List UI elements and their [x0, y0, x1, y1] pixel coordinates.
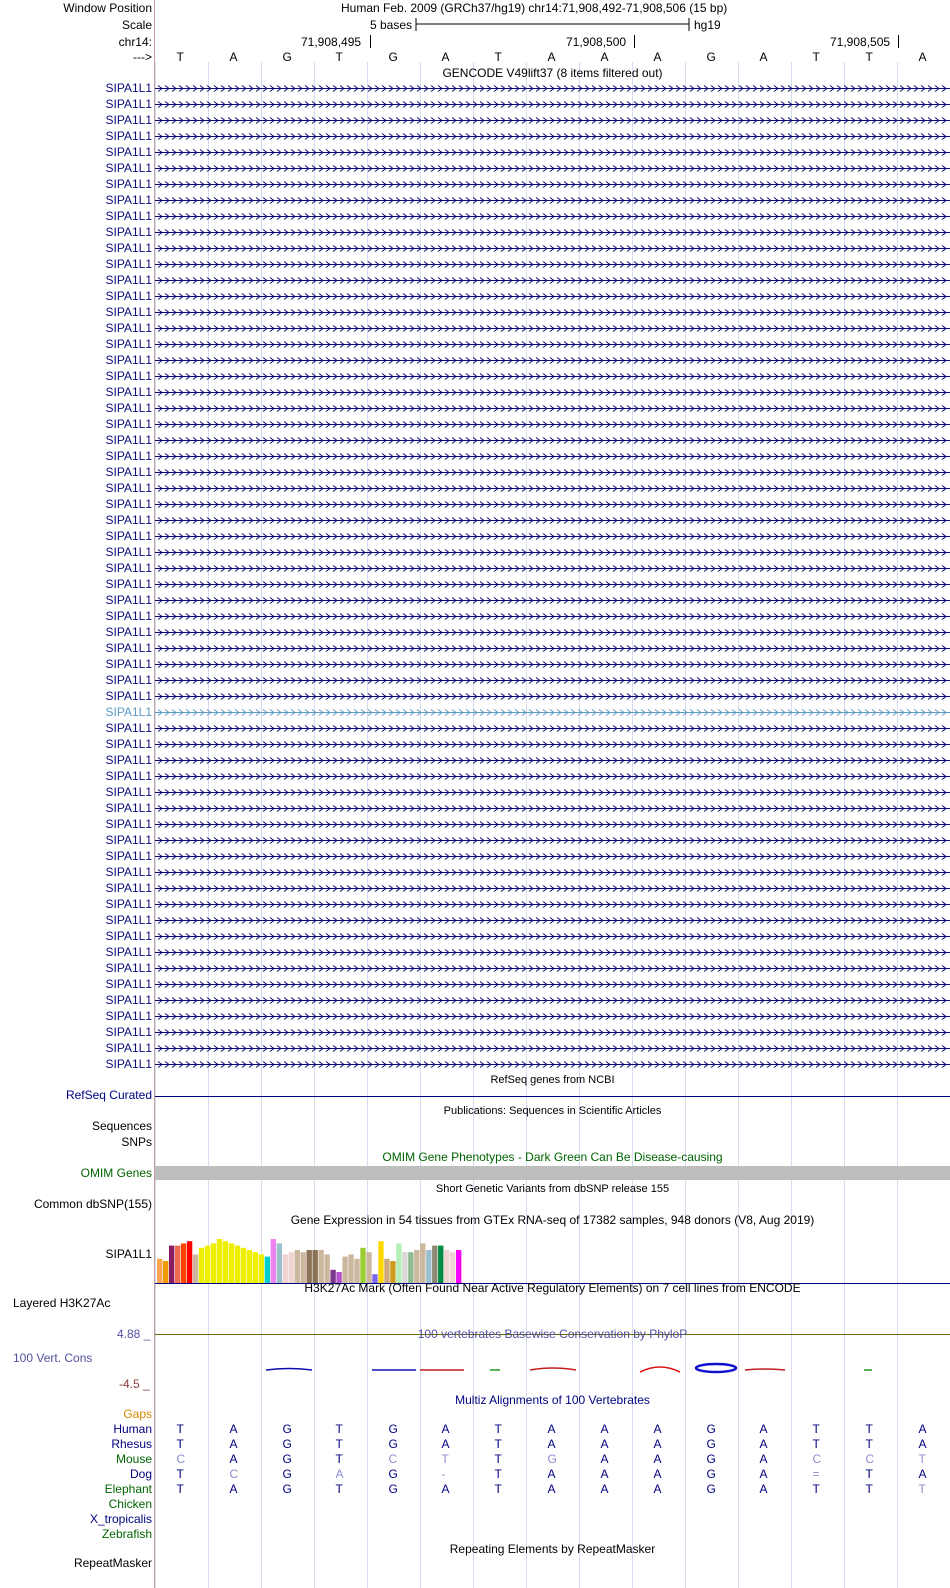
multiz-aligned-base: A: [759, 1482, 768, 1496]
multiz-aligned-base: A: [759, 1467, 768, 1481]
multiz-aligned-base: T: [918, 1452, 926, 1466]
multiz-species-label[interactable]: Mouse: [115, 1452, 152, 1466]
multiz-species-label[interactable]: X_tropicalis: [89, 1512, 152, 1526]
base-letter: A: [229, 50, 238, 64]
gtex-tissue-bar[interactable]: [265, 1257, 270, 1283]
repeatmasker-track-label[interactable]: RepeatMasker: [73, 1556, 152, 1570]
gencode-gene-label[interactable]: SIPA1L1: [105, 480, 152, 495]
multiz-aligned-base: C: [812, 1452, 822, 1466]
multiz-aligned-base: T: [494, 1437, 502, 1451]
base-letter: T: [176, 50, 184, 64]
gtex-tissue-bar[interactable]: [157, 1259, 162, 1283]
multiz-aligned-base: A: [547, 1422, 556, 1436]
dbsnp-track-label[interactable]: Common dbSNP(155): [33, 1197, 152, 1211]
gencode-gene-label[interactable]: SIPA1L1: [105, 496, 152, 511]
base-letter: T: [865, 50, 873, 64]
position-label: 71,908,495: [301, 35, 362, 49]
gtex-tissue-bar[interactable]: [420, 1243, 425, 1283]
gencode-gene-label[interactable]: SIPA1L1: [105, 656, 152, 671]
position-label: 71,908,505: [830, 35, 891, 49]
gtex-tissue-bar[interactable]: [211, 1243, 216, 1283]
multiz-aligned-base: T: [865, 1422, 873, 1436]
multiz-aligned-base: A: [441, 1422, 450, 1436]
strand-label: --->: [133, 50, 152, 64]
multiz-aligned-base: G: [282, 1422, 292, 1436]
multiz-aligned-base: A: [759, 1437, 768, 1451]
multiz-aligned-base: T: [865, 1467, 873, 1481]
gencode-gene-label[interactable]: SIPA1L1: [105, 144, 152, 159]
gencode-gene-label[interactable]: SIPA1L1: [105, 688, 152, 703]
multiz-aligned-base: A: [759, 1422, 768, 1436]
gtex-tissue-bar[interactable]: [307, 1250, 312, 1283]
multiz-aligned-base: T: [865, 1437, 873, 1451]
omim-gene-band[interactable]: [155, 1166, 950, 1180]
gtex-tissue-bar[interactable]: [414, 1250, 419, 1283]
gtex-tissue-bar[interactable]: [456, 1250, 461, 1283]
h3k27ac-track-label[interactable]: Layered H3K27Ac: [13, 1296, 111, 1310]
gtex-tissue-bar[interactable]: [241, 1248, 246, 1283]
gtex-tissue-bar[interactable]: [283, 1254, 288, 1283]
multiz-aligned-base: T: [335, 1452, 343, 1466]
multiz-aligned-base: A: [918, 1467, 927, 1481]
multiz-aligned-base: T: [176, 1467, 184, 1481]
multiz-aligned-base: T: [176, 1422, 184, 1436]
gencode-gene-label[interactable]: SIPA1L1: [105, 752, 152, 767]
gencode-gene-label[interactable]: SIPA1L1: [105, 912, 152, 927]
gencode-gene-label[interactable]: SIPA1L1: [105, 960, 152, 975]
base-letter: A: [653, 50, 662, 64]
gtex-tissue-bar[interactable]: [450, 1252, 455, 1283]
publications-snps-label[interactable]: SNPs: [121, 1135, 152, 1149]
gencode-gene-label[interactable]: SIPA1L1: [105, 848, 152, 863]
multiz-aligned-base: T: [335, 1422, 343, 1436]
h3k27ac-track-title[interactable]: H3K27Ac Mark (Often Found Near Active Regulatory Elements) on 7 cell lines from ENCODE: [304, 1281, 801, 1295]
phylop-track-label[interactable]: 100 Vert. Cons: [13, 1351, 93, 1365]
multiz-aligned-base: A: [918, 1422, 927, 1436]
chrom-label: chr14:: [118, 35, 152, 49]
gencode-gene-label[interactable]: SIPA1L1: [105, 784, 152, 799]
publications-sequences-label[interactable]: Sequences: [91, 1119, 152, 1133]
gencode-gene-label[interactable]: SIPA1L1: [105, 864, 152, 879]
gtex-tissue-bar[interactable]: [247, 1250, 252, 1283]
base-letter: G: [282, 50, 292, 64]
gencode-gene-label[interactable]: SIPA1L1: [105, 432, 152, 447]
gtex-gene-label[interactable]: SIPA1L1: [105, 1247, 152, 1261]
multiz-aligned-base: G: [706, 1467, 716, 1481]
multiz-aligned-base: A: [547, 1437, 556, 1451]
gtex-tissue-bar[interactable]: [169, 1246, 174, 1283]
gencode-gene-label[interactable]: SIPA1L1: [105, 368, 152, 383]
gencode-gene-label[interactable]: SIPA1L1: [105, 304, 152, 319]
gencode-gene-label[interactable]: SIPA1L1: [105, 832, 152, 847]
gencode-gene-label[interactable]: SIPA1L1: [105, 288, 152, 303]
gencode-gene-label[interactable]: SIPA1L1: [105, 1008, 152, 1023]
gtex-tissue-bar[interactable]: [205, 1246, 210, 1283]
gencode-gene-label[interactable]: SIPA1L1: [105, 240, 152, 255]
multiz-species-label[interactable]: Elephant: [104, 1482, 152, 1496]
multiz-species-label[interactable]: Zebrafish: [101, 1527, 152, 1541]
scale-label: Scale: [121, 18, 152, 32]
gtex-tissue-bar[interactable]: [193, 1254, 198, 1283]
multiz-aligned-base: G: [706, 1482, 716, 1496]
scale-db: hg19: [694, 18, 721, 32]
multiz-aligned-base: G: [282, 1437, 292, 1451]
gencode-gene-label[interactable]: SIPA1L1: [105, 320, 152, 335]
gtex-tissue-bar[interactable]: [253, 1252, 258, 1283]
gtex-tissue-bar[interactable]: [301, 1252, 306, 1283]
phylop-min-label: -4.5 _: [119, 1377, 150, 1391]
multiz-aligned-base: G: [282, 1467, 292, 1481]
multiz-gaps-label: Gaps: [123, 1407, 152, 1421]
gencode-gene-label[interactable]: SIPA1L1: [105, 736, 152, 751]
gtex-tissue-bar[interactable]: [378, 1241, 383, 1283]
gtex-tissue-bar[interactable]: [426, 1250, 431, 1283]
refseq-track-title[interactable]: RefSeq genes from NCBI: [490, 1074, 615, 1086]
multiz-aligned-base: A: [229, 1422, 238, 1436]
gencode-gene-label[interactable]: SIPA1L1: [105, 896, 152, 911]
omim-track-title[interactable]: OMIM Gene Phenotypes - Dark Green Can Be Disease-causing: [382, 1150, 723, 1164]
multiz-aligned-base: C: [176, 1452, 186, 1466]
gtex-tissue-bar[interactable]: [438, 1246, 443, 1283]
multiz-species-label[interactable]: Chicken: [108, 1497, 152, 1511]
base-letter: A: [600, 50, 609, 64]
multiz-aligned-base: T: [812, 1482, 820, 1496]
multiz-aligned-base: T: [441, 1452, 449, 1466]
multiz-aligned-base: G: [706, 1452, 716, 1466]
gencode-gene-label[interactable]: SIPA1L1: [105, 816, 152, 831]
base-letter: A: [759, 50, 768, 64]
gencode-gene-label[interactable]: SIPA1L1: [105, 800, 152, 815]
base-letter: G: [706, 50, 716, 64]
gencode-gene-label[interactable]: SIPA1L1: [105, 256, 152, 271]
refseq-track-label[interactable]: RefSeq Curated: [65, 1088, 152, 1102]
phylop-track-title[interactable]: 100 vertebrates Basewise Conservation by PhyloP: [417, 1327, 688, 1341]
gtex-tissue-bar[interactable]: [402, 1252, 407, 1283]
gencode-gene-label[interactable]: SIPA1L1: [105, 1024, 152, 1039]
multiz-aligned-base: A: [229, 1437, 238, 1451]
gtex-tissue-bar[interactable]: [181, 1243, 186, 1283]
phylop-signal: [696, 1364, 736, 1372]
multiz-track-title[interactable]: Multiz Alignments of 100 Vertebrates: [455, 1393, 650, 1407]
multiz-species-label[interactable]: Human: [113, 1422, 152, 1436]
multiz-aligned-base: T: [494, 1452, 502, 1466]
gtex-tissue-bar[interactable]: [259, 1254, 264, 1283]
window-position-label: Window Position: [63, 1, 152, 15]
multiz-aligned-base: A: [600, 1467, 609, 1481]
phylop-signal: [745, 1369, 785, 1370]
multiz-aligned-base: A: [653, 1437, 662, 1451]
multiz-aligned-base: T: [812, 1437, 820, 1451]
base-letter: T: [335, 50, 343, 64]
gtex-tissue-bar[interactable]: [360, 1248, 365, 1283]
gtex-tissue-bar[interactable]: [354, 1259, 359, 1283]
multiz-aligned-base: A: [653, 1452, 662, 1466]
phylop-signal: [530, 1368, 576, 1370]
gencode-gene-label[interactable]: SIPA1L1: [105, 272, 152, 287]
gencode-gene-label[interactable]: SIPA1L1: [105, 112, 152, 127]
gtex-tissue-bar[interactable]: [348, 1254, 353, 1283]
gencode-gene-label[interactable]: SIPA1L1: [105, 176, 152, 191]
multiz-aligned-base: T: [335, 1437, 343, 1451]
gtex-tissue-bar[interactable]: [324, 1254, 329, 1283]
gencode-gene-label[interactable]: SIPA1L1: [105, 560, 152, 575]
assembly-title: Human Feb. 2009 (GRCh37/hg19) chr14:71,908,492-71,908,506 (15 bp): [341, 1, 728, 15]
gencode-gene-label[interactable]: SIPA1L1: [105, 704, 152, 719]
multiz-aligned-base: -: [441, 1467, 446, 1481]
gencode-gene-label[interactable]: SIPA1L1: [105, 96, 152, 111]
multiz-species-label[interactable]: Dog: [129, 1467, 152, 1481]
multiz-aligned-base: T: [494, 1422, 502, 1436]
position-label: 71,908,500: [566, 35, 627, 49]
phylop-signal: [266, 1369, 312, 1371]
multiz-aligned-base: A: [229, 1452, 238, 1466]
gencode-gene-label[interactable]: SIPA1L1: [105, 352, 152, 367]
gtex-tissue-bar[interactable]: [366, 1252, 371, 1283]
base-letter: T: [494, 50, 502, 64]
gencode-gene-label[interactable]: SIPA1L1: [105, 416, 152, 431]
multiz-aligned-base: T: [918, 1482, 926, 1496]
gencode-gene-label[interactable]: SIPA1L1: [105, 400, 152, 415]
base-letter: A: [547, 50, 556, 64]
multiz-aligned-base: G: [706, 1422, 716, 1436]
gencode-gene-label[interactable]: SIPA1L1: [105, 592, 152, 607]
multiz-aligned-base: A: [441, 1437, 450, 1451]
publications-track-title[interactable]: Publications: Sequences in Scientific Articles: [443, 1105, 662, 1117]
gencode-gene-label[interactable]: SIPA1L1: [105, 928, 152, 943]
multiz-aligned-base: G: [388, 1437, 398, 1451]
multiz-aligned-base: A: [918, 1437, 927, 1451]
multiz-aligned-base: A: [759, 1452, 768, 1466]
gencode-gene-label[interactable]: SIPA1L1: [105, 976, 152, 991]
base-letter: T: [812, 50, 820, 64]
multiz-aligned-base: A: [653, 1422, 662, 1436]
gencode-gene-label[interactable]: SIPA1L1: [105, 608, 152, 623]
multiz-aligned-base: C: [865, 1452, 875, 1466]
gtex-tissue-bar[interactable]: [390, 1261, 395, 1283]
phylop-signal: [640, 1367, 680, 1372]
gencode-gene-label[interactable]: SIPA1L1: [105, 464, 152, 479]
gencode-gene-label[interactable]: SIPA1L1: [105, 624, 152, 639]
gtex-tissue-bar[interactable]: [229, 1243, 234, 1283]
gtex-tissue-bar[interactable]: [432, 1246, 437, 1283]
gencode-gene-label[interactable]: SIPA1L1: [105, 880, 152, 895]
multiz-aligned-base: A: [653, 1467, 662, 1481]
multiz-aligned-base: A: [600, 1482, 609, 1496]
multiz-aligned-base: T: [335, 1482, 343, 1496]
gencode-gene-label[interactable]: SIPA1L1: [105, 128, 152, 143]
multiz-aligned-base: C: [388, 1452, 398, 1466]
gtex-tissue-bar[interactable]: [312, 1250, 317, 1283]
gtex-tissue-bar[interactable]: [318, 1250, 323, 1283]
gtex-tissue-bar[interactable]: [217, 1239, 222, 1283]
gencode-gene-label[interactable]: SIPA1L1: [105, 992, 152, 1007]
multiz-aligned-base: A: [600, 1437, 609, 1451]
multiz-aligned-base: A: [600, 1422, 609, 1436]
multiz-aligned-base: G: [388, 1422, 398, 1436]
omim-track-label[interactable]: OMIM Genes: [80, 1166, 152, 1180]
gencode-gene-label[interactable]: SIPA1L1: [105, 576, 152, 591]
gencode-gene-label[interactable]: SIPA1L1: [105, 720, 152, 735]
gencode-gene-label[interactable]: SIPA1L1: [105, 640, 152, 655]
gtex-tissue-bar[interactable]: [187, 1241, 192, 1283]
gtex-tissue-bar[interactable]: [289, 1252, 294, 1283]
gencode-gene-label[interactable]: SIPA1L1: [105, 512, 152, 527]
gencode-gene-label[interactable]: SIPA1L1: [105, 672, 152, 687]
gtex-tissue-bar[interactable]: [271, 1239, 276, 1283]
multiz-aligned-base: T: [176, 1482, 184, 1496]
gtex-tissue-bar[interactable]: [175, 1246, 180, 1283]
gencode-gene-label[interactable]: SIPA1L1: [105, 160, 152, 175]
multiz-species-label[interactable]: Rhesus: [111, 1437, 152, 1451]
scale-bar-text: 5 bases: [370, 18, 413, 32]
gencode-gene-label[interactable]: SIPA1L1: [105, 448, 152, 463]
multiz-aligned-base: =: [812, 1467, 820, 1481]
gencode-gene-label[interactable]: SIPA1L1: [105, 768, 152, 783]
multiz-aligned-base: G: [282, 1452, 292, 1466]
multiz-aligned-base: A: [547, 1467, 556, 1481]
gtex-track-title[interactable]: Gene Expression in 54 tissues from GTEx RNA-seq of 17382 samples, 948 donors (V8, Aug 2019): [290, 1213, 815, 1227]
multiz-aligned-base: C: [229, 1467, 239, 1481]
multiz-aligned-base: T: [494, 1482, 502, 1496]
gencode-gene-label[interactable]: SIPA1L1: [105, 80, 152, 95]
gencode-track-title[interactable]: GENCODE V49lift37 (8 items filtered out): [442, 66, 663, 80]
dbsnp-track-title[interactable]: Short Genetic Variants from dbSNP release 155: [435, 1183, 670, 1195]
multiz-aligned-base: G: [388, 1482, 398, 1496]
multiz-aligned-base: G: [388, 1467, 398, 1481]
gtex-tissue-bar[interactable]: [277, 1243, 282, 1283]
gtex-tissue-bar[interactable]: [408, 1252, 413, 1283]
gencode-gene-label[interactable]: SIPA1L1: [105, 336, 152, 351]
base-letter: A: [441, 50, 450, 64]
multiz-aligned-base: G: [282, 1482, 292, 1496]
base-letter: G: [388, 50, 398, 64]
multiz-aligned-base: T: [176, 1437, 184, 1451]
gencode-gene-label[interactable]: SIPA1L1: [105, 944, 152, 959]
multiz-aligned-base: G: [547, 1452, 557, 1466]
gencode-gene-label[interactable]: SIPA1L1: [105, 208, 152, 223]
gencode-gene-label[interactable]: SIPA1L1: [105, 528, 152, 543]
multiz-aligned-base: A: [547, 1482, 556, 1496]
multiz-aligned-base: A: [600, 1452, 609, 1466]
gtex-tissue-bar[interactable]: [342, 1257, 347, 1283]
gtex-tissue-bar[interactable]: [444, 1250, 449, 1283]
multiz-aligned-base: A: [653, 1482, 662, 1496]
gencode-gene-label[interactable]: SIPA1L1: [105, 544, 152, 559]
gtex-tissue-bar[interactable]: [384, 1259, 389, 1283]
gencode-gene-label[interactable]: SIPA1L1: [105, 192, 152, 207]
gtex-tissue-bar[interactable]: [163, 1261, 168, 1283]
gencode-gene-label[interactable]: SIPA1L1: [105, 224, 152, 239]
multiz-aligned-base: A: [229, 1482, 238, 1496]
gencode-gene-label[interactable]: SIPA1L1: [105, 1056, 152, 1071]
multiz-aligned-base: T: [494, 1467, 502, 1481]
gtex-tissue-bar[interactable]: [223, 1241, 228, 1283]
multiz-aligned-base: A: [441, 1482, 450, 1496]
multiz-aligned-base: G: [706, 1437, 716, 1451]
gtex-tissue-bar[interactable]: [295, 1250, 300, 1283]
multiz-aligned-base: A: [335, 1467, 344, 1481]
gtex-tissue-bar[interactable]: [396, 1243, 401, 1283]
phylop-max-label: 4.88 _: [117, 1327, 151, 1341]
gencode-gene-label[interactable]: SIPA1L1: [105, 384, 152, 399]
gtex-tissue-bar[interactable]: [199, 1248, 204, 1283]
gtex-tissue-bar[interactable]: [235, 1246, 240, 1283]
repeatmasker-track-title[interactable]: Repeating Elements by RepeatMasker: [449, 1542, 656, 1556]
gencode-gene-label[interactable]: SIPA1L1: [105, 1040, 152, 1055]
multiz-aligned-base: T: [812, 1422, 820, 1436]
base-letter: A: [918, 50, 927, 64]
multiz-aligned-base: T: [865, 1482, 873, 1496]
